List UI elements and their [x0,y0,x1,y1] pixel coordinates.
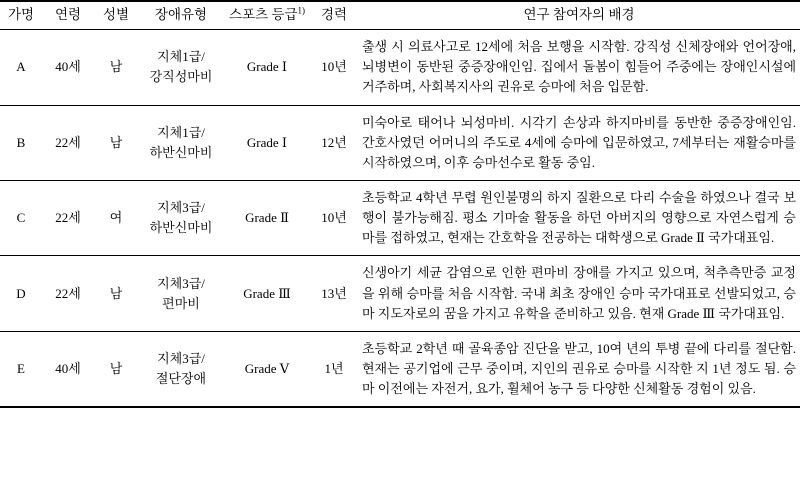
cell-sex: 남 [94,256,138,331]
cell-career: 12년 [310,105,358,180]
cell-sex: 남 [94,105,138,180]
cell-disability-type [138,256,224,331]
cell-sports-grade: Grade Ⅲ [224,256,310,331]
cell-id: B [0,105,42,180]
cell-id: E [0,331,42,407]
disability-type-line1: 지체1급/ [157,49,205,65]
cell-career: 1년 [310,331,358,407]
cell-age: 22세 [42,181,94,256]
table-body [0,30,800,408]
column-header-age: 연령 [42,1,94,30]
table-row [0,331,800,407]
cell-age: 22세 [42,105,94,180]
column-header-sex: 성별 [94,1,138,30]
disability-type-stack [142,274,220,314]
cell-age: 40세 [42,331,94,407]
disability-type-stack [142,123,220,163]
cell-background: 신생아기 세균 감염으로 인한 편마비 장애를 가지고 있으며, 척추측만증 교정을 위해 승마를 처음 시작함. 국내 최초 장애인 승마 국가대표로 선발되었고, 승마 지도자로의 꿈을 가지고 유학을 준비하고 있음. 현재 Grade Ⅲ 국가대표임. [358,256,800,331]
header-row [0,1,800,30]
cell-background: 출생 시 의료사고로 12세에 처음 보행을 시작함. 강직성 신체장애와 언어장애, 뇌병변이 동반된 중증장애인임. 집에서 돌봄이 힘들어 주중에는 장애인시설에 거주하며, 사회복지사의 권유로 승마에 처음 입문함. [358,30,800,105]
cell-age: 22세 [42,256,94,331]
cell-sports-grade: Grade Ⅱ [224,181,310,256]
disability-type-line1: 지체3급/ [157,275,205,291]
cell-id: C [0,181,42,256]
table-row [0,105,800,180]
cell-disability-type [138,331,224,407]
disability-type-line2: 절단장애 [155,371,207,387]
cell-background: 미숙아로 태어나 뇌성마비. 시각기 손상과 하지마비를 동반한 중증장애인임. 간호사였던 어머니의 주도로 4세에 승마에 입문하였고, 7세부터는 재활승마를 시작하였으며, 이후 승마선수로 활동 중임. [358,105,800,180]
disability-type-line1: 지체1급/ [157,124,205,140]
column-header-career: 경력 [310,1,358,30]
cell-background: 초등학교 4학년 무렵 원인불명의 하지 질환으로 다리 수술을 하였으나 결국 보행이 불가능해짐. 평소 기마술 활동을 하던 아버지의 영향으로 자연스럽게 승마를 접하였고, 현재는 간호학을 전공하는 대학생으로 Grade Ⅱ 국가대표임. [358,181,800,256]
cell-id: A [0,30,42,105]
cell-disability-type [138,105,224,180]
column-header-sports-grade [224,1,310,30]
cell-background: 초등학교 2학년 때 골육종암 진단을 받고, 10여 년의 투병 끝에 다리를 절단함. 현재는 공기업에 근무 중이며, 지인의 권유로 승마를 시작한 지 1년 정도 됨. 승마 이전에는 자전거, 요가, 휠체어 농구 등 다양한 신체활동 경험이 있음. [358,331,800,407]
footnote-marker: 1) [297,5,306,16]
disability-type-line2: 하반신마비 [149,220,213,236]
disability-type-line2: 강직성마비 [149,69,213,85]
disability-type-line2: 편마비 [162,295,200,311]
cell-sports-grade: Grade Ⅰ [224,105,310,180]
cell-sex: 남 [94,331,138,407]
disability-type-line2: 하반신마비 [149,144,213,160]
disability-type-stack [142,198,220,238]
cell-career: 13년 [310,256,358,331]
table-header [0,1,800,30]
table-row [0,256,800,331]
cell-disability-type [138,181,224,256]
table-row [0,181,800,256]
cell-age: 40세 [42,30,94,105]
column-header-id: 가명 [0,1,42,30]
table-row [0,30,800,105]
column-header-sports-grade-label: 스포츠 등급 [228,7,298,22]
cell-sex: 여 [94,181,138,256]
cell-sports-grade: Grade Ⅰ [224,30,310,105]
disability-type-line1: 지체3급/ [157,350,205,366]
cell-sex: 남 [94,30,138,105]
disability-type-stack [142,349,220,389]
cell-career: 10년 [310,30,358,105]
cell-career: 10년 [310,181,358,256]
disability-type-line1: 지체3급/ [157,200,205,216]
cell-id: D [0,256,42,331]
disability-type-stack [142,47,220,87]
cell-disability-type [138,30,224,105]
column-header-disability-type: 장애유형 [138,1,224,30]
column-header-background: 연구 참여자의 배경 [358,1,800,30]
cell-sports-grade: Grade Ⅴ [224,331,310,407]
